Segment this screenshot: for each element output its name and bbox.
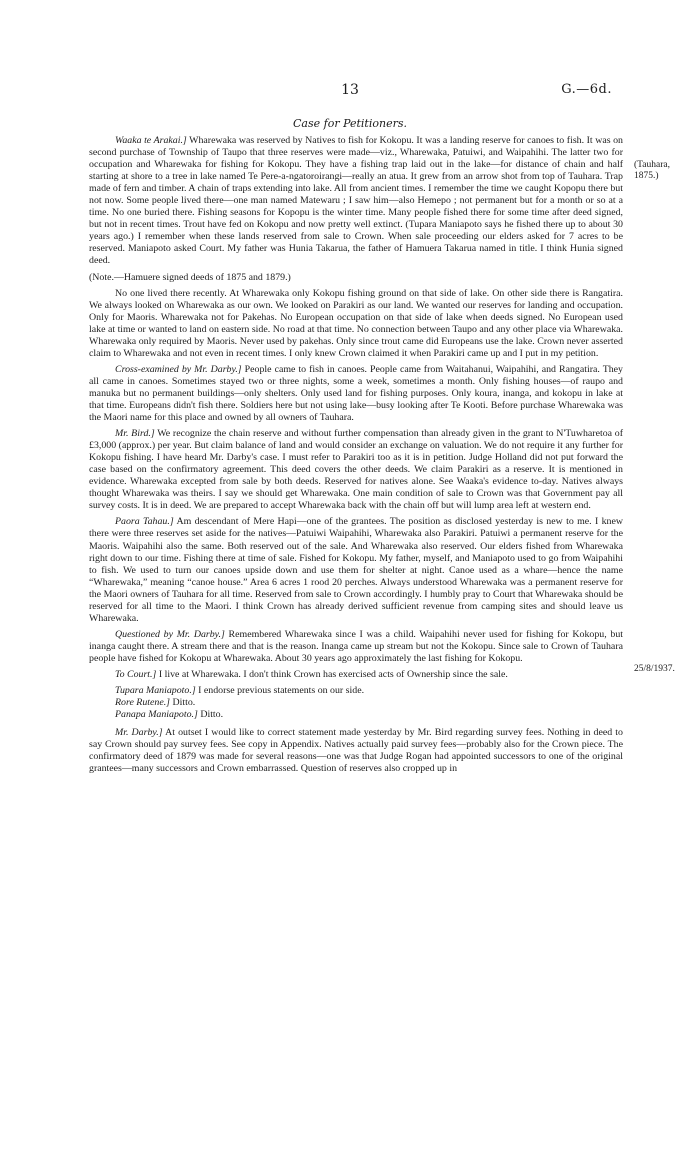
speaker-name: Paora Tahau.] <box>115 516 174 528</box>
paragraph <box>89 428 623 512</box>
paragraph-text: I live at Wharewaka. I don't think Crown has exercised acts of Ownership since the sale. <box>156 668 508 680</box>
speaker-name: Mr. Bird.] <box>115 428 155 440</box>
paragraph-text: Ditto. <box>197 709 224 721</box>
paragraph <box>89 364 623 424</box>
paragraph-text: Ditto. <box>170 697 196 709</box>
speaker-name: Questioned by Mr. Darby.] <box>115 628 225 640</box>
speaker-name: Cross-examined by Mr. Darby.] <box>115 363 242 375</box>
speaker-name: Rore Rutene.] <box>115 697 171 709</box>
paragraph-text: Wharewaka was reserved by Natives to fish for Kokopu. It was a landing reserve for canoes to fish. It was on second purchase of Township of Taupo that three reserves were made—viz., Wharewaka, Patuiwi, and Waipahihi. The latter two for occupation and Wharewaka for fishing for Kokopu. They have a fishing trap laid out in the lake—for distance of chain and half starting at shore to a tree in lake named Te Pere-a-ngatoroirangi—really an atua. It grew from an arrow shot from top of Tauhara. Trap made of fern and timber. A chain of traps extending into lake. All from ancient times. I remember the time we caught Kopopu there but not now. Some people lived there—one man named Matewaru ; I saw him—also Hemepo ; not permanent but for a month or so at a time. No one buried there. Fishing seasons for Kopopu is the winter time. Many people fished there for some time after deed signed, but not in recent times. Trout have fed on Kokopu and now pretty well extinct. (Tupara Maniapoto says he fished there up to about 30 years ago.) I remember when these lands reserved from sale to Crown. When sale proceeding our elders asked for 7 acres to be reserved. Maniapoto asked Court. My father was Hunia Takarua, the father of Hamuera Takarua named in title. I think Hunia signed deed. <box>89 135 623 267</box>
paragraph <box>89 669 623 681</box>
paragraph <box>89 709 623 721</box>
paragraph <box>89 697 623 709</box>
paragraph-text: (Note.—Hamuere signed deeds of 1875 and 1879.) <box>89 271 291 283</box>
document-body <box>89 135 623 779</box>
paragraph-text: We recognize the chain reserve and without further compensation than already given in the grant to N'Tuwharetoa of £3,000 (approx.) per year. But claim balance of land and would consider an exchange on valuation. We do not require it any further for Kokopu fishing. I have heard Mr. Darby's case. I must refer to Parakiri too as it is in petition. Judge Holland did not put forward the case based on the confirmatory agreement. This deed covers the other deeds. We claim Parakiri as a reserve. It is mentioned in evidence. Wharewaka excepted from sale by both deeds. Reserved for natives alone. See Waaka's evidence to-day. Natives always thought Wharewaka was theirs. I say we should get Wharewaka. One main condition of sale to Crown was that Government pay all survey costs. It is in deed. We are prepared to accept Wharewaka back with the chain off but will lump area left at western end. <box>89 428 623 512</box>
paragraph <box>89 135 623 268</box>
paragraph-text: Am descendant of Mere Hapi—one of the grantees. The position as disclosed yesterday is new to me. I knew there were three reserves set aside for the natives—Patuiwi Waipahihi, Wharewaka also Parakiri. Patuiwi a permanent reserve for the Maoris. Waipahihi also the same. Both reserved out of the sale. And Wharewaka also reserved. Our elders fished from Wharewaka right down to our time. Fishing there at time of sale. Fished for Kokopu. My father, myself, and Maniapoto used to go from Waipahihi to fish. We used to turn our canoes upside down and use them for shelter at night. Canoe used as a whare—hence the name “Wharewaka,” meaning “canoe house.” Area 6 acres 1 rood 20 perches. Always understood Wharewaka was a permanent reserve for the Maori owners of Tauhara for all time. Reserved from sale to Crown accordingly. I humbly pray to Court that Wharewaka should be reserved for all time to the Maori. I think Crown has already derived sufficient revenue from camping sites and should leave us Wharewaka. <box>89 516 623 624</box>
document-reference: G.—6d. <box>561 82 612 97</box>
paragraph-text: People came to fish in canoes. People came from Waitahanui, Waipahihi, and Rangatira. They all came in canoes. Sometimes stayed two or three nights, some a week, sometimes a month. Only fishing houses—of raupo and manuka but no permanent buildings—only shelters. Only used land for fishing purposes. Only koura, inanga, and kokopu in lake at that time. Europeans didn't fish there. Soldiers here but not using lake—busy looking after Te Kooti. Before purchase Wharewaka was the Maori name for this place and owned by all owners of Tauhara. <box>89 363 623 424</box>
paragraph-note <box>89 272 623 284</box>
speaker-name: Waaka te Arakai.] <box>115 135 187 146</box>
paragraph-text: No one lived there recently. At Wharewaka only Kokopu fishing ground on that side of lake. On other side there is Rangatira. We always looked on Wharewaka as our own. We looked on Parakiri as our land. We wanted our reserves for landing and occupation. Only for Maoris. Wharewaka not for Pakehas. No European occupation on that side of lake when deeds signed. No European used lake at time or wanted to land on eastern side. No road at that time. No connection between Taupo and any other place via Wharewaka. Wharewaka only required by Maoris. Never used by pakehas. Only since trout came did Europeans use the lake. Crown never asserted claim to Wharewaka and not even in recent times. I only knew Crown claimed it when Parakiri came up and I put in my petition. <box>89 287 623 359</box>
margin-note-tauhara: (Tauhara, 1875.) <box>634 160 670 181</box>
speaker-name: Panapa Maniapoto.] <box>115 709 198 721</box>
speaker-name: Mr. Darby.] <box>115 727 163 739</box>
page-number: 13 <box>341 82 359 98</box>
paragraph <box>89 516 623 624</box>
margin-note-date: 25/8/1937. <box>634 664 675 674</box>
paragraph <box>89 288 623 360</box>
paragraph-text: Remembered Wharewaka since I was a child. Waipahihi never used for fishing for Kokopu, but inanga caught there. A stream there and that is the reason. Inanga came up stream but not the Kokopu. Since sale to Crown of Tauhara people have fished for Kokopu at Wharewaka. About 30 years ago approximately the last fishing for Kokopu. <box>89 628 624 664</box>
section-title: Case for Petitioners. <box>293 117 407 130</box>
paragraph-text: I endorse previous statements on our side. <box>195 685 365 697</box>
paragraph <box>89 727 623 775</box>
speaker-name: To Court.] <box>115 668 157 680</box>
speaker-name: Tupara Maniapoto.] <box>115 685 196 697</box>
paragraph <box>89 629 623 665</box>
paragraph <box>89 685 623 697</box>
paragraph-text: At outset I would like to correct statement made yesterday by Mr. Bird regarding survey fees. Nothing in deed to say Crown should pay survey fees. See copy in Appendix. Natives actually paid survey fees—probably also for the Crown piece. The confirmatory deed of 1879 was made for several reasons—one was that Judge Rogan had appointed successors to one of the original grantees—many successors and Crown embarrassed. Question of reserves also cropped up in <box>89 727 623 775</box>
